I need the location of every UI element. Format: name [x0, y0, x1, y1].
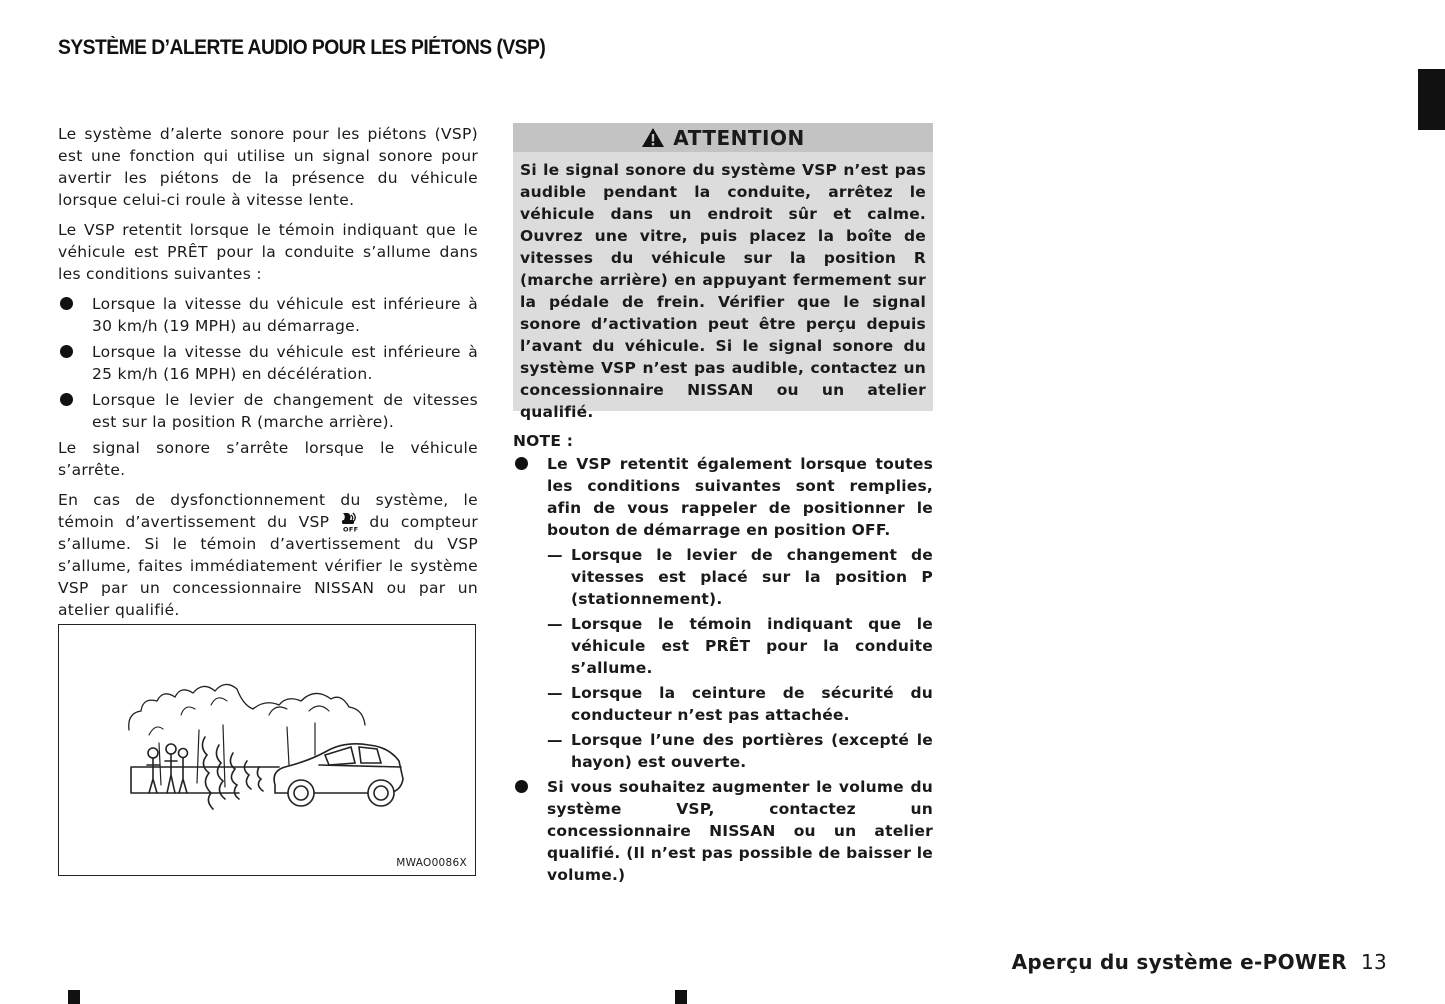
crop-mark	[675, 990, 687, 1004]
bullet-icon	[60, 345, 73, 358]
malfunction-paragraph: En cas de dysfonctionnement du système, le témoin d’avertissement du VSP OFF du compteur s’allume. Si le témoin d’avertissement du VSP s’allume, faites immédiatement vérifier le système VSP par un concessionnaire NISSAN ou par un atelier qualifié.	[58, 491, 478, 619]
bullet-icon	[515, 780, 528, 793]
figure-code: MWAO0086X	[396, 857, 467, 869]
section-tab-marker	[1418, 69, 1445, 130]
attention-box	[513, 123, 933, 421]
bullet-icon	[515, 457, 528, 470]
page-number: 13	[1360, 950, 1387, 974]
note-list	[513, 453, 933, 886]
note-sub-list	[547, 544, 933, 773]
list-item: Lorsque la vitesse du véhicule est inférieure à 25 km/h (16 MPH) en décélération.	[58, 341, 478, 385]
page-title: SYSTÈME D’ALERTE AUDIO POUR LES PIÉTONS (VSP)	[58, 36, 546, 59]
list-item: Le VSP retentit également lorsque toutes les conditions suivantes sont remplies, afin de vous rappeler de positionner le bouton de démarrage en position OFF. — Lorsque le levier de changement de vitesses est placé sur la position P (stationnement). — Lorsque le témoin indiquant que le véhicule est PRÊT pour la conduite s’allume. — Lorsque la ceinture de sécurité du conducteur n’est pas attachée. — Lorsque l’une des portières (excepté le hayon) est ouverte.	[513, 453, 933, 773]
sub-list-item: — Lorsque le témoin indiquant que le véhicule est PRÊT pour la conduite s’allume.	[547, 615, 933, 677]
attention-header: ATTENTION	[513, 123, 933, 152]
list-item: Si vous souhaitez augmenter le volume du système VSP, contactez un concessionnaire NISSAN ou un atelier qualifié. (Il n’est pas possible de baisser le volume.)	[513, 776, 933, 886]
note-section	[513, 430, 933, 889]
list-item: Lorsque la vitesse du véhicule est inférieure à 30 km/h (19 MPH) au démarrage.	[58, 293, 478, 337]
crop-mark	[68, 990, 80, 1004]
stop-paragraph: Le signal sonore s’arrête lorsque le véhicule s’arrête.	[58, 439, 478, 479]
sub-list-item: — Lorsque l’une des portières (excepté le hayon) est ouverte.	[547, 731, 933, 771]
sub-list-item: — Lorsque la ceinture de sécurité du conducteur n’est pas attachée.	[547, 684, 933, 724]
illustration-figure	[58, 624, 476, 876]
vsp-pedestrian-illustration	[119, 675, 419, 825]
attention-text: Si le signal sonore du système VSP n’est pas audible pendant la conduite, arrêtez le véhicule dans un endroit sûr et calme. Ouvrez une vitre, puis placez la boîte de vitesses du véhicule sur la position R (marche arrière) en appuyant fermement sur la pédale de frein. Vérifier que le signal sonore d’activation peut être perçu depuis l’avant du véhicule. Si le signal sonore du système VSP n’est pas audible, contactez un concessionnaire NISSAN ou un atelier qualifié.	[520, 161, 926, 421]
svg-text:OFF: OFF	[343, 525, 359, 533]
page-footer	[1012, 950, 1387, 974]
footer-section-title: Aperçu du système e-POWER	[1011, 950, 1347, 974]
bullet-icon	[60, 297, 73, 310]
conditions-paragraph: Le VSP retentit lorsque le témoin indiquant que le véhicule est PRÊT pour la conduite s’allume dans les conditions suivantes :	[58, 221, 478, 283]
intro-paragraph: Le système d’alerte sonore pour les piétons (VSP) est une fonction qui utilise un signal sonore pour avertir les piétons de la présence du véhicule lorsque celui-ci roule à vitesse lente.	[58, 125, 478, 209]
list-item: Lorsque le levier de changement de vitesses est sur la position R (marche arrière).	[58, 389, 478, 433]
sub-list-item: — Lorsque le levier de changement de vitesses est placé sur la position P (stationnement).	[547, 546, 933, 608]
note-label: NOTE :	[513, 432, 574, 450]
left-column	[58, 123, 478, 629]
vsp-off-indicator-icon	[337, 511, 361, 533]
conditions-list	[58, 293, 478, 433]
warning-triangle-icon	[641, 127, 665, 148]
bullet-icon	[60, 393, 73, 406]
